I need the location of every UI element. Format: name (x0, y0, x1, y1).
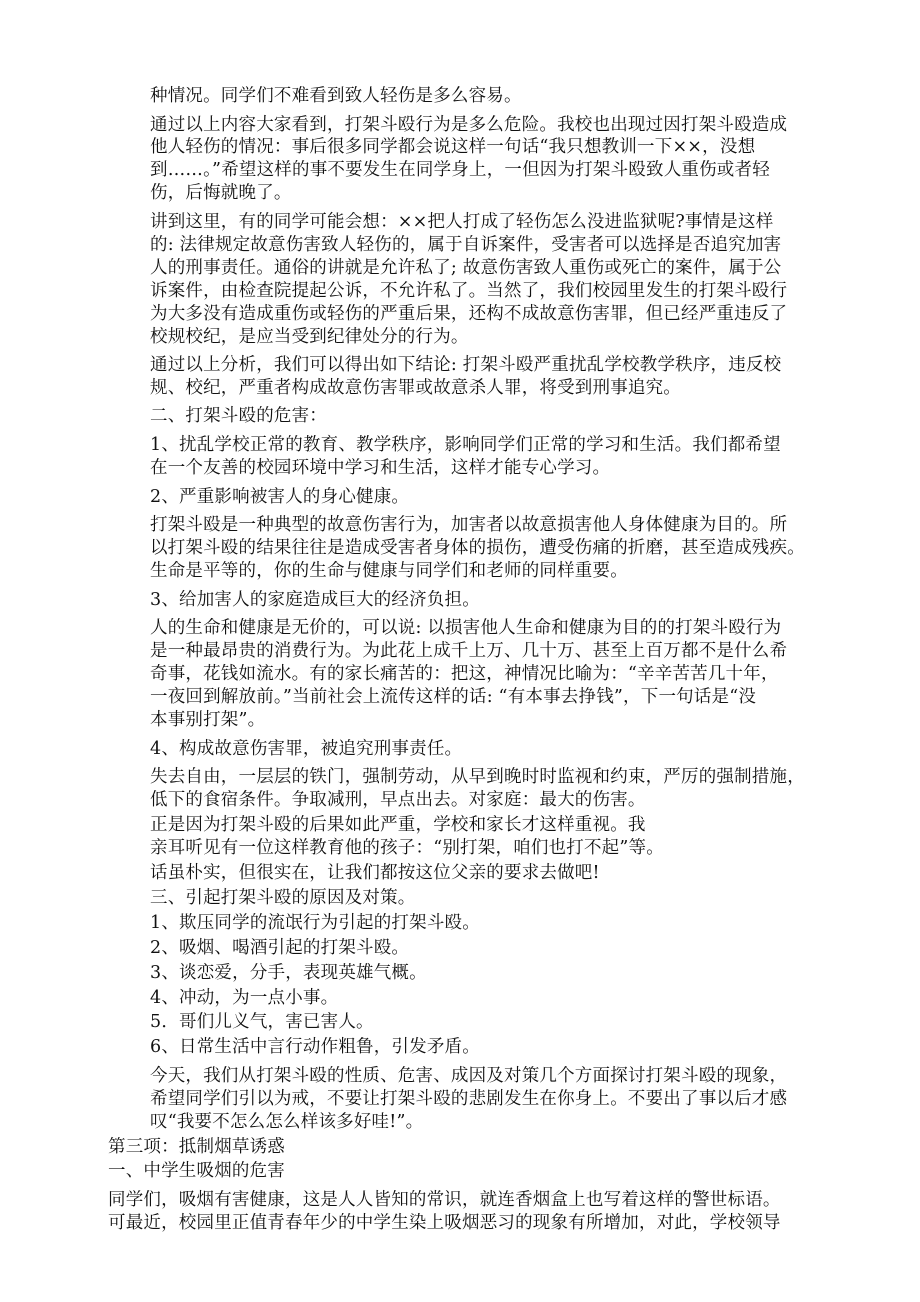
list-item: 2、吸烟、喝酒引起的打架斗殴。 (150, 938, 410, 958)
text-line: 的: 法律规定故意伤害致人轻伤的，属于自诉案件，受害者可以选择是否追究加害 (150, 235, 782, 255)
text-line: 2、严重影响被害人的身心健康。 (150, 487, 410, 507)
text-line: 话虽朴实，但很实在，让我们都按这位父亲的要求去做吧! (150, 863, 600, 883)
section-heading: 第三项：抵制烟草诱惑 (108, 1137, 285, 1157)
text-line: 人的生命和健康是无价的，可以说: 以损害他人生命和健康为目的的打架斗殴行为 (150, 618, 782, 638)
text-line: 为大多没有造成重伤或轻伤的严重后果，还构不成故意伤害罪，但已经严重违反了 (150, 304, 788, 324)
list-item: 6、日常生活中言行动作粗鲁，引发矛盾。 (150, 1037, 480, 1057)
text-line: 一夜回到解放前。”当前社会上流传这样的话: “有本事去挣钱”，下一句话是“没 (150, 687, 757, 707)
text-line: 人的刑事责任。通俗的讲就是允许私了; 故意伤害致人重伤或死亡的案件，属于公 (150, 258, 782, 278)
section-heading: 二、打架斗殴的危害： (150, 406, 327, 426)
text-line: 校规校纪，是应当受到纪律处分的行为。 (150, 327, 469, 347)
text-line: 低下的食宿条件。争取减刑，早点出去。对家庭：最大的伤害。 (150, 790, 646, 810)
text-line: 以打架斗殴的结果往往是造成受害者身体的损伤，遭受伤痛的折磨，甚至造成残疾。 (150, 538, 805, 558)
text-line: 是一种最昂贵的消费行为。为此花上成千上万、几十万、甚至上百万都不是什么希 (150, 641, 788, 661)
list-item: 1、欺压同学的流氓行为引起的打架斗殴。 (150, 913, 480, 933)
text-line: 可最近，校园里正值青春年少的中学生染上吸烟恶习的现象有所增加，对此，学校领导 (108, 1213, 781, 1233)
list-item: 4、冲动，为一点小事。 (150, 988, 339, 1008)
section-heading: 一、中学生吸烟的危害 (108, 1161, 285, 1181)
text-line: 伤，后悔就晚了。 (150, 183, 292, 203)
text-line: 奇事，花钱如流水。有的家长痛苦的：把这，神情况比喻为：“辛辛苦苦几十年， (150, 664, 779, 684)
text-line: 通过以上分析，我们可以得出如下结论: 打架斗殴严重扰乱学校教学秩序，违反校 (150, 355, 782, 375)
text-line: 本事别打架”。 (150, 710, 266, 730)
text-line: 通过以上内容大家看到，打架斗殴行为是多么危险。我校也出现过因打架斗殴造成 (150, 115, 788, 135)
text-line: 3、给加害人的家庭造成巨大的经济负担。 (150, 590, 480, 610)
text-line: 4、构成故意伤害罪，被追究刑事责任。 (150, 739, 463, 759)
text-line: 在一个友善的校园环境中学习和生活，这样才能专心学习。 (150, 458, 611, 478)
text-line: 诉案件，由检查院提起公诉，不允许私了。当然了，我们校园里发生的打架斗殴行 (150, 281, 788, 301)
text-line: 讲到这里，有的同学可能会想：××把人打成了轻伤怎么没进监狱呢?事情是这样 (150, 212, 774, 232)
text-line: 叹“我要不怎么怎么样该多好哇!”。 (150, 1112, 424, 1132)
text-line: 失去自由，一层层的铁门，强制劳动，从早到晚时时监视和约束，严厉的强制措施， (150, 767, 805, 787)
text-line: 1、扰乱学校正常的教育、教学秩序，影响同学们正常的学习和生活。我们都希望 (150, 435, 781, 455)
text-line: 规、校纪，严重者构成故意伤害罪或故意杀人罪，将受到刑事追究。 (150, 378, 681, 398)
text-line: 种情况。同学们不难看到致人轻伤是多么容易。 (150, 86, 522, 106)
text-line: 打架斗殴是一种典型的故意伤害行为，加害者以故意损害他人身体健康为目的。所 (150, 515, 788, 535)
text-line: 今天，我们从打架斗殴的性质、危害、成因及对策几个方面探讨打架斗殴的现象， (150, 1066, 788, 1086)
text-line: 他人轻伤的情况：事后很多同学都会说这样一句话“我只想教训一下××，没想 (150, 137, 756, 157)
list-item: 5．哥们儿义气，害已害人。 (150, 1012, 374, 1032)
text-line: 希望同学们引以为戒，不要让打架斗殴的悲剧发生在你身上。不要出了事以后才感 (150, 1089, 788, 1109)
section-heading: 三、引起打架斗殴的原因及对策。 (150, 888, 416, 908)
text-line: 到……。”希望这样的事不要发生在同学身上，一但因为打架斗殴致人重伤或者轻 (150, 160, 770, 180)
text-line: 生命是平等的，你的生命与健康与同学们和老师的同样重要。 (150, 561, 628, 581)
text-line: 同学们，吸烟有害健康，这是人人皆知的常识，就连香烟盒上也写着这样的警世标语。 (108, 1190, 781, 1210)
text-line: 正是因为打架斗殴的后果如此严重，学校和家长才这样重视。我 (150, 815, 646, 835)
list-item: 3、谈恋爱，分手，表现英雄气概。 (150, 963, 427, 983)
text-line: 亲耳听见有一位这样教育他的孩子：“别打架，咱们也打不起”等。 (150, 838, 664, 858)
